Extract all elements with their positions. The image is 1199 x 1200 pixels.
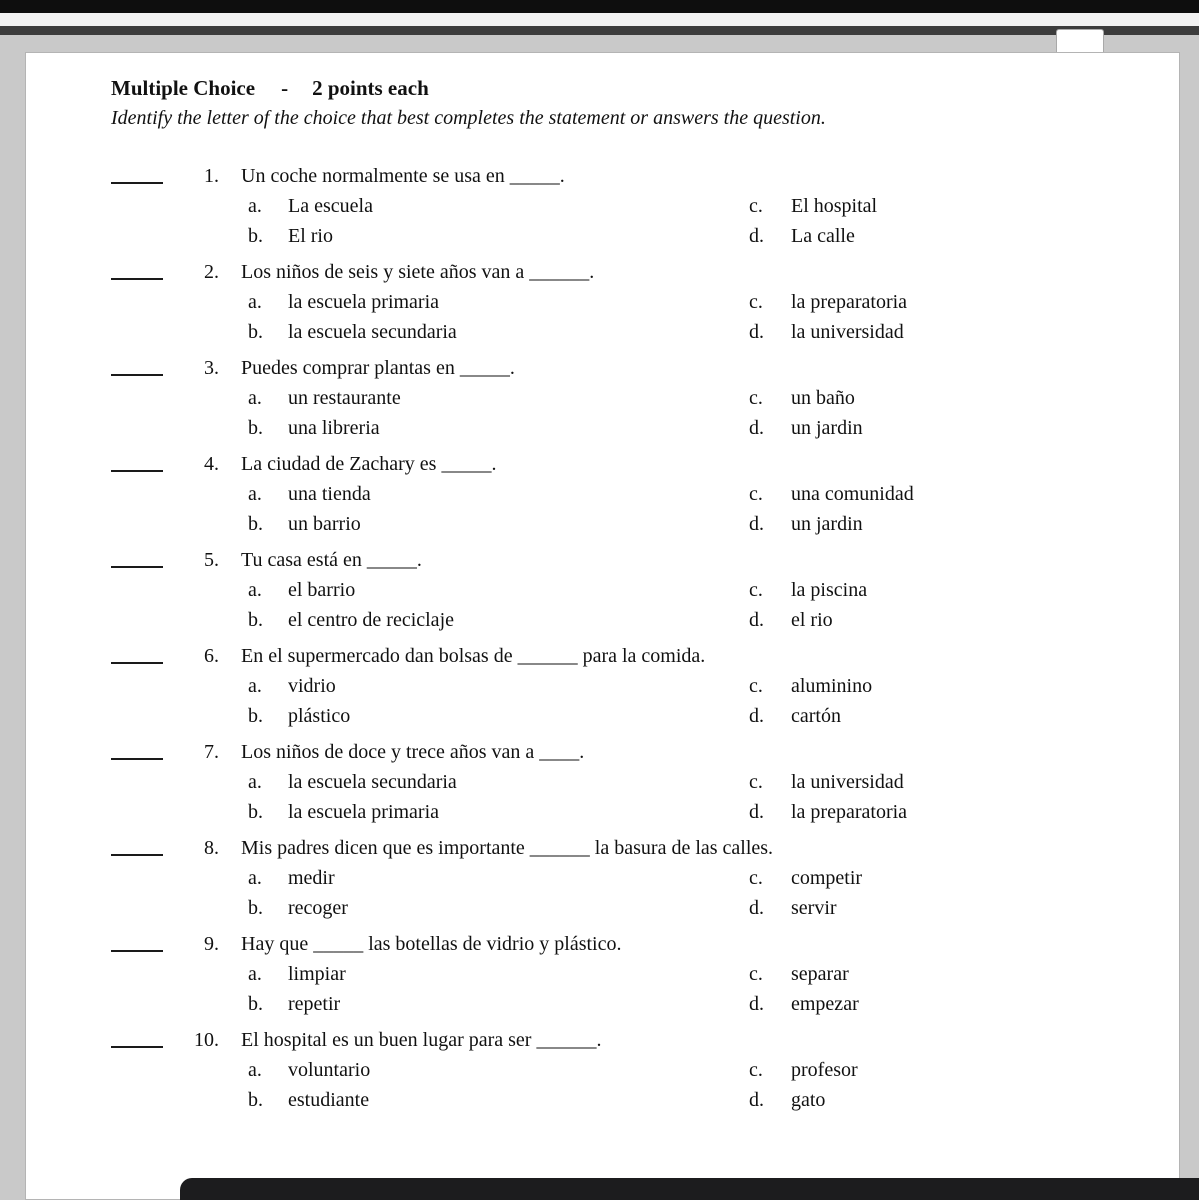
question-line — [111, 833, 1139, 863]
option-d — [749, 797, 907, 827]
option-text: la escuela secundaria — [288, 321, 457, 343]
option-row — [111, 479, 1139, 509]
section-title — [111, 73, 1139, 103]
option-b — [248, 797, 749, 827]
option-letter: c. — [749, 771, 763, 793]
option-d — [749, 317, 904, 347]
option-letter: a. — [248, 387, 262, 409]
option-letter: b. — [248, 609, 263, 631]
question-number: 2. — [204, 261, 219, 283]
question-line — [111, 737, 1139, 767]
option-a — [248, 671, 749, 701]
question-number: 3. — [204, 357, 219, 379]
option-text: la escuela primaria — [288, 801, 440, 823]
question-line — [111, 161, 1139, 191]
option-text: la preparatoria — [791, 291, 908, 313]
option-row — [111, 221, 1139, 251]
option-text: cartón — [791, 705, 841, 727]
document-page — [25, 52, 1180, 1200]
title-dash: - — [281, 76, 289, 100]
option-letter: c. — [749, 675, 763, 697]
option-row — [111, 509, 1139, 539]
question — [111, 161, 1139, 251]
top-dark-stripe — [0, 26, 1199, 35]
option-letter: b. — [248, 513, 263, 535]
option-b — [248, 317, 749, 347]
option-b — [248, 989, 749, 1019]
option-text: la universidad — [791, 771, 904, 793]
option-text: la escuela secundaria — [288, 771, 457, 793]
option-a — [248, 287, 749, 317]
answer-blank — [111, 854, 163, 856]
option-d — [749, 221, 855, 251]
option-row — [111, 767, 1139, 797]
option-row — [111, 287, 1139, 317]
option-text: El hospital — [791, 195, 878, 217]
option-row — [111, 383, 1139, 413]
option-letter: a. — [248, 291, 262, 313]
option-row — [111, 959, 1139, 989]
question-number: 8. — [204, 837, 219, 859]
question-line — [111, 641, 1139, 671]
question-number: 5. — [204, 549, 219, 571]
option-text: el rio — [791, 609, 833, 631]
question-text: Un coche normalmente se usa en _____. — [241, 165, 565, 187]
option-text: servir — [791, 897, 837, 919]
option-c — [749, 1055, 858, 1085]
title-points: 2 points each — [312, 76, 429, 100]
question — [111, 929, 1139, 1019]
question-text: La ciudad de Zachary es _____. — [241, 453, 497, 475]
option-text: competir — [791, 867, 863, 889]
option-letter: b. — [248, 1089, 263, 1111]
question-line — [111, 929, 1139, 959]
option-b — [248, 701, 749, 731]
question-text: El hospital es un buen lugar para ser ______. — [241, 1029, 602, 1051]
option-text: limpiar — [288, 963, 346, 985]
option-letter: c. — [749, 195, 763, 217]
question-text: Tu casa está en _____. — [241, 549, 422, 571]
option-letter: c. — [749, 963, 763, 985]
question-text: Los niños de doce y trece años van a ____. — [241, 741, 585, 763]
option-b — [248, 893, 749, 923]
option-text: una tienda — [288, 483, 371, 505]
option-text: una libreria — [288, 417, 380, 439]
option-letter: d. — [749, 1089, 764, 1111]
option-letter: b. — [248, 417, 263, 439]
option-text: voluntario — [288, 1059, 371, 1081]
question — [111, 641, 1139, 731]
option-d — [749, 701, 841, 731]
option-a — [248, 479, 749, 509]
instructions-text: Identify the letter of the choice that best completes the statement or answers the question. — [111, 107, 826, 129]
option-row — [111, 413, 1139, 443]
option-b — [248, 509, 749, 539]
option-c — [749, 767, 904, 797]
option-row — [111, 671, 1139, 701]
bottom-bar — [180, 1178, 1199, 1200]
option-a — [248, 575, 749, 605]
option-letter: c. — [749, 579, 763, 601]
option-row — [111, 863, 1139, 893]
option-letter: d. — [749, 993, 764, 1015]
option-text: un jardin — [791, 417, 863, 439]
option-letter: b. — [248, 705, 263, 727]
option-letter: b. — [248, 801, 263, 823]
question-number: 6. — [204, 645, 219, 667]
answer-blank — [111, 662, 163, 664]
option-a — [248, 1055, 749, 1085]
question-line — [111, 449, 1139, 479]
question — [111, 833, 1139, 923]
option-letter: c. — [749, 483, 763, 505]
option-letter: d. — [749, 225, 764, 247]
answer-blank — [111, 950, 163, 952]
question — [111, 1025, 1139, 1115]
answer-blank — [111, 1046, 163, 1048]
option-text: medir — [288, 867, 335, 889]
option-row — [111, 701, 1139, 731]
question-line — [111, 1025, 1139, 1055]
answer-blank — [111, 566, 163, 568]
question — [111, 737, 1139, 827]
answer-blank — [111, 182, 163, 184]
option-text: El rio — [288, 225, 333, 247]
answer-blank — [111, 758, 163, 760]
option-row — [111, 605, 1139, 635]
option-text: separar — [791, 963, 849, 985]
option-row — [111, 989, 1139, 1019]
option-text: la universidad — [791, 321, 904, 343]
question-text: Los niños de seis y siete años van a ______. — [241, 261, 595, 283]
answer-blank — [111, 278, 163, 280]
option-text: la piscina — [791, 579, 868, 601]
option-d — [749, 1085, 825, 1115]
option-letter: b. — [248, 225, 263, 247]
question — [111, 257, 1139, 347]
question — [111, 449, 1139, 539]
option-a — [248, 191, 749, 221]
question — [111, 353, 1139, 443]
option-text: estudiante — [288, 1089, 370, 1111]
option-row — [111, 1055, 1139, 1085]
option-b — [248, 413, 749, 443]
option-c — [749, 191, 877, 221]
option-text: La escuela — [288, 195, 373, 217]
question-number: 10. — [194, 1029, 219, 1051]
question-number: 4. — [204, 453, 219, 475]
option-row — [111, 893, 1139, 923]
option-text: el centro de reciclaje — [288, 609, 454, 631]
option-letter: d. — [749, 513, 764, 535]
option-letter: d. — [749, 417, 764, 439]
top-black-bar — [0, 0, 1199, 13]
option-letter: b. — [248, 993, 263, 1015]
option-letter: a. — [248, 195, 262, 217]
option-text: recoger — [288, 897, 348, 919]
option-a — [248, 863, 749, 893]
option-letter: c. — [749, 387, 763, 409]
option-row — [111, 797, 1139, 827]
option-letter: d. — [749, 705, 764, 727]
option-text: un baño — [791, 387, 855, 409]
option-letter: b. — [248, 321, 263, 343]
answer-blank — [111, 374, 163, 376]
option-letter: a. — [248, 867, 262, 889]
option-letter: b. — [248, 897, 263, 919]
option-letter: d. — [749, 897, 764, 919]
option-c — [749, 863, 862, 893]
title-text: Multiple Choice — [111, 76, 256, 100]
option-d — [749, 605, 833, 635]
option-letter: c. — [749, 867, 763, 889]
option-letter: d. — [749, 801, 764, 823]
corner-tab[interactable] — [1056, 29, 1104, 54]
option-d — [749, 893, 837, 923]
option-letter: a. — [248, 579, 262, 601]
option-letter: c. — [749, 1059, 763, 1081]
option-text: empezar — [791, 993, 859, 1015]
option-c — [749, 479, 914, 509]
option-text: la preparatoria — [791, 801, 908, 823]
option-a — [248, 767, 749, 797]
option-letter: a. — [248, 483, 262, 505]
answer-blank — [111, 470, 163, 472]
option-c — [749, 959, 849, 989]
question-line — [111, 257, 1139, 287]
option-row — [111, 1085, 1139, 1115]
question-text: En el supermercado dan bolsas de ______ para la comida. — [241, 645, 706, 667]
option-d — [749, 509, 863, 539]
option-d — [749, 413, 863, 443]
option-letter: a. — [248, 1059, 262, 1081]
question-number: 9. — [204, 933, 219, 955]
option-text: vidrio — [288, 675, 336, 697]
option-text: un barrio — [288, 513, 361, 535]
option-row — [111, 575, 1139, 605]
question-text: Mis padres dicen que es importante ______ la basura de las calles. — [241, 837, 774, 859]
option-letter: a. — [248, 771, 262, 793]
question — [111, 545, 1139, 635]
option-b — [248, 605, 749, 635]
option-a — [248, 383, 749, 413]
option-text: un restaurante — [288, 387, 401, 409]
option-text: gato — [791, 1089, 826, 1111]
option-text: repetir — [288, 993, 341, 1015]
question-line — [111, 545, 1139, 575]
option-text: plástico — [288, 705, 351, 727]
option-text: un jardin — [791, 513, 863, 535]
questions-list — [111, 161, 1139, 1115]
option-letter: a. — [248, 963, 262, 985]
option-text: el barrio — [288, 579, 356, 601]
question-number: 1. — [204, 165, 219, 187]
option-c — [749, 671, 872, 701]
option-text: profesor — [791, 1059, 858, 1081]
option-c — [749, 287, 907, 317]
option-row — [111, 191, 1139, 221]
option-letter: a. — [248, 675, 262, 697]
option-text: aluminino — [791, 675, 873, 697]
option-letter: d. — [749, 609, 764, 631]
option-b — [248, 221, 749, 251]
option-b — [248, 1085, 749, 1115]
option-letter: c. — [749, 291, 763, 313]
option-c — [749, 383, 855, 413]
question-text: Hay que _____ las botellas de vidrio y plástico. — [241, 933, 622, 955]
option-row — [111, 317, 1139, 347]
option-text: una comunidad — [791, 483, 914, 505]
option-letter: d. — [749, 321, 764, 343]
question-text: Puedes comprar plantas en _____. — [241, 357, 515, 379]
question-line — [111, 353, 1139, 383]
option-text: la escuela primaria — [288, 291, 440, 313]
option-a — [248, 959, 749, 989]
option-c — [749, 575, 867, 605]
question-number: 7. — [204, 741, 219, 763]
option-d — [749, 989, 859, 1019]
option-text: La calle — [791, 225, 855, 247]
top-light-strip — [0, 13, 1199, 26]
